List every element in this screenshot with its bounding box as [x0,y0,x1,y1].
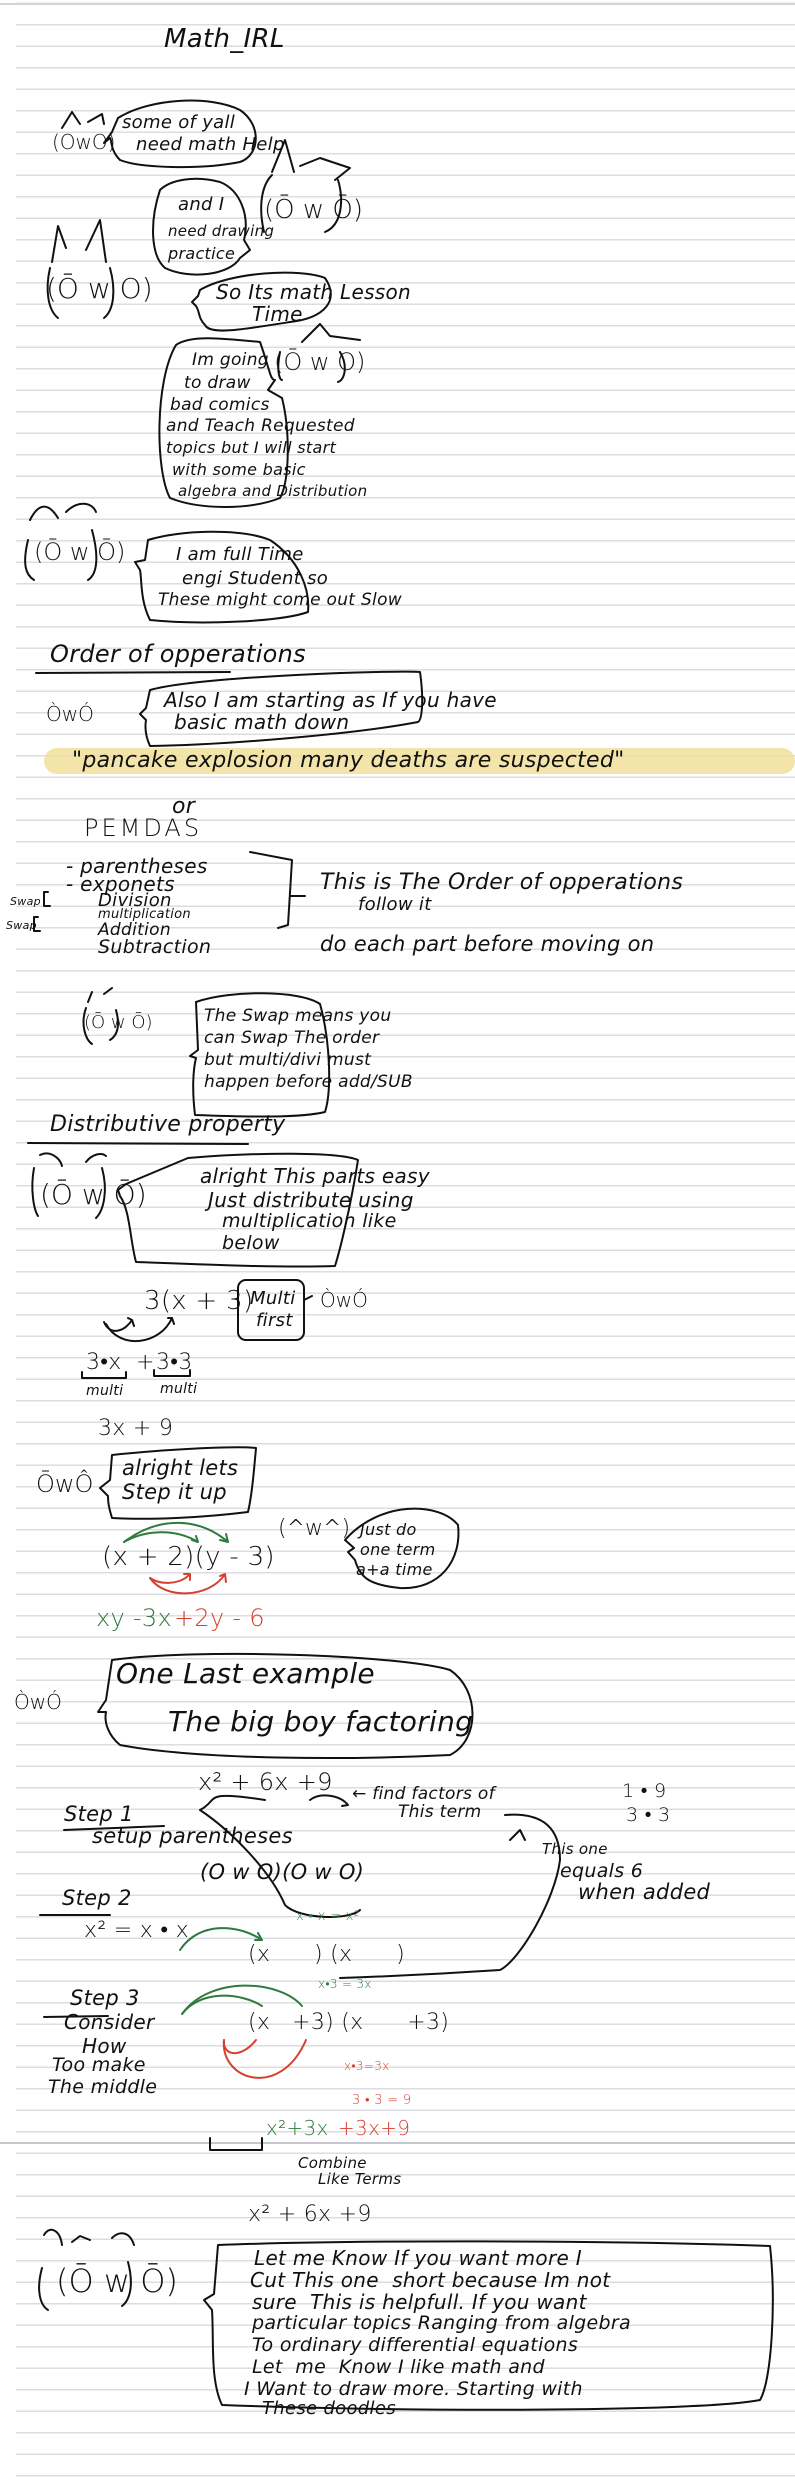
cat-face-icon: ÒwÓ [46,702,94,726]
swap-bracket-1 [44,892,50,906]
distributive-expression: 3(x + 3) [144,1286,254,1316]
green-arrow-2 [124,1523,228,1542]
equals-note-2: when added [578,1880,711,1904]
step3-line4: The middle [48,2076,158,2098]
cat-face-icon: ÒwÓ [320,1288,368,1312]
step2-text: x² = x • x [84,1918,189,1943]
multi-label-left: multi [86,1383,124,1399]
combine-label-2: Like Terms [318,2170,402,2188]
equals-note-1: equals 6 [560,1860,644,1882]
factor-pair-2: 3 • 3 [626,1804,671,1826]
swap-label-1: Swap [10,895,41,908]
multi-first-line2: first [256,1310,293,1331]
cat-ears-icon [62,112,104,128]
this-one-note: This one [542,1840,608,1858]
step2-note: x • x = x² [296,1909,360,1924]
heading-underline [36,672,230,673]
cat-face-icon: ÒwÓ [14,1690,62,1714]
step2-label: Step 2 [62,1886,132,1910]
step1-text: setup parentheses [92,1824,293,1848]
step3-red-arrow-2 [224,2040,306,2078]
mnemonic-text: "pancake explosion many deaths are suspected" [72,748,625,773]
step3-line3: Too make [52,2054,146,2076]
cat-face-icon: (OwO) [52,130,116,154]
sum-red-terms: +3x+9 [338,2116,411,2140]
cat-face-icon: (Ō w Ō) [56,2262,178,2300]
expanded-left: 3•x [86,1350,122,1375]
result-red-terms: +2y - 6 [174,1604,265,1632]
distribute-arrow-1 [104,1318,134,1331]
expanded-right: 3•3 [156,1350,193,1375]
step3-parens: (x +3) (x +3) [248,2010,450,2035]
binomial-expression: (x + 2)(y - 3) [102,1542,275,1572]
cat-face-icon: (Ō w Ō) [264,195,364,225]
factor-pair-1: 1 • 9 [622,1780,667,1802]
step3-line2: How [82,2034,127,2058]
cat-face-icon: ŌwÔ [36,1470,94,1498]
page-break-line [0,2142,795,2144]
step-subtraction: Subtraction [98,936,212,958]
cat-face-icon: (Ō w O) [274,348,366,376]
distributive-result: 3x + 9 [98,1416,174,1441]
step-division: Division [98,890,172,911]
step2-parens: (x ) (x ) [248,1942,405,1967]
lined-notebook-page: Math_IRL (OwO) some of yall need math Help (Ō w Ō) and I need drawing practice (Ō w O) So Its math Lesson Time (Ō w O) Im going to draw bad comics and Teach Requested topics but I will start with some basic algebra and Distribution (Ō w Ō) I am full Time engi Student so These might come out Slow Order of opperations ÒwÓ Also I am starting as If you have basic math down "pancake explosion many deaths are suspected" or PEMDAS - parentheses - exponets Division multiplication Addition Subtraction Swap Swap This is The Order of opperations follow it do each part before moving on (Ō w Ō) The Swap means you can Swap The order but multi/divi must happen before add/SUB Distributive property (Ō w Ō) alright This parts easy Just distribute using multiplication like below 3(x + 3) Multi first ÒwÓ 3•x + 3•3 multi multi 3x + 9 ŌwÔ alright lets Step it up (x + 2)(y - 3) (^w^) Just do one term a+a time xy -3x +2y - 6 ÒwÓ One Last example The big boy factoring x² + 6x +9 ← find factors of This term 1 • 9 3 • 3 This one equals 6 when added Step 1 setup parentheses (O w O)(O w O) Step 2 x² = x • x x • x = x² (x ) (x ) Step 3 Consider How Too make The middle x•3 = 3x (x +3) (x +3) x•3=3x 3 • 3 = 9 x²+3x +3x+9 Combine Like Terms x² + 6x +9 (Ō w Ō) Let me Know If you want more I Cut This one short because Im not sure This is helpfull. If you want particular topics Ranging from algebra To ordinary differential equations Let me Know I like math and I Want to draw more. Starting with These doodles [0,0,795,2477]
this-one-arrow [510,1830,525,1840]
heading-underline [28,1143,248,1144]
or-label: or [172,794,196,819]
order-note-2: do each part before moving on [320,932,655,956]
step-addition: Addition [98,920,171,940]
sum-green-terms: x²+3x [266,2116,329,2140]
multi-label-right: multi [160,1381,198,1397]
result-green-terms: xy -3x [96,1604,172,1632]
step3-red-note-2: 3 • 3 = 9 [352,2093,412,2108]
page-title: Math_IRL [164,24,285,54]
factor-arrow [200,1796,360,1917]
cat-ears-icon [44,2230,134,2245]
find-factors-note-2: This term [398,1802,482,1822]
multi-first-line1: Multi [250,1288,296,1309]
order-note-1: This is The Order of opperations [320,870,684,895]
cat-face-icon: (Ō w O) [46,272,153,305]
cat-face-icon: (Ō w Ō) [84,1012,153,1033]
distributive-heading: Distributive property [50,1112,286,1137]
step3-label: Step 3 [70,1986,140,2010]
factor-loop [310,1795,348,1806]
step1-parens: (O w O)(O w O) [200,1860,365,1884]
order-of-operations-heading: Order of opperations [50,640,306,668]
step-exponents: - exponets [66,872,175,896]
top-rule [0,3,795,5]
step1-label: Step 1 [64,1802,134,1826]
order-note-1-sub: follow it [358,894,432,915]
pemdas-bracket [250,852,305,928]
combine-label-1: Combine [298,2154,367,2172]
pemdas-acronym: PEMDAS [84,814,203,842]
green-arrow-1 [124,1532,198,1542]
step-multiplication: multiplication [98,907,191,922]
step-parentheses: - parentheses [66,854,208,878]
cat-face-icon: (Ō w Ō) [40,1178,147,1211]
combine-bracket [210,2138,262,2150]
step3-green-note: x•3 = 3x [318,1977,372,1991]
find-factors-note: ← find factors of [352,1784,495,1804]
step3-line1: Consider [64,2010,155,2034]
red-arrow-2 [150,1574,226,1593]
swap-label-2: Swap [6,919,37,932]
step3-red-arrow-1 [224,2040,256,2053]
final-expression: x² + 6x +9 [248,2202,372,2227]
cat-ears-icon [52,220,106,262]
step3-red-note-1: x•3=3x [344,2059,390,2073]
quadratic-expression: x² + 6x +9 [198,1768,333,1796]
distribute-arrow-2 [106,1318,174,1341]
cat-face-icon: (^w^) [278,1516,351,1541]
red-arrow-1 [150,1574,190,1583]
expanded-plus: + [136,1350,155,1375]
cat-face-icon: (Ō w Ō) [34,538,126,566]
